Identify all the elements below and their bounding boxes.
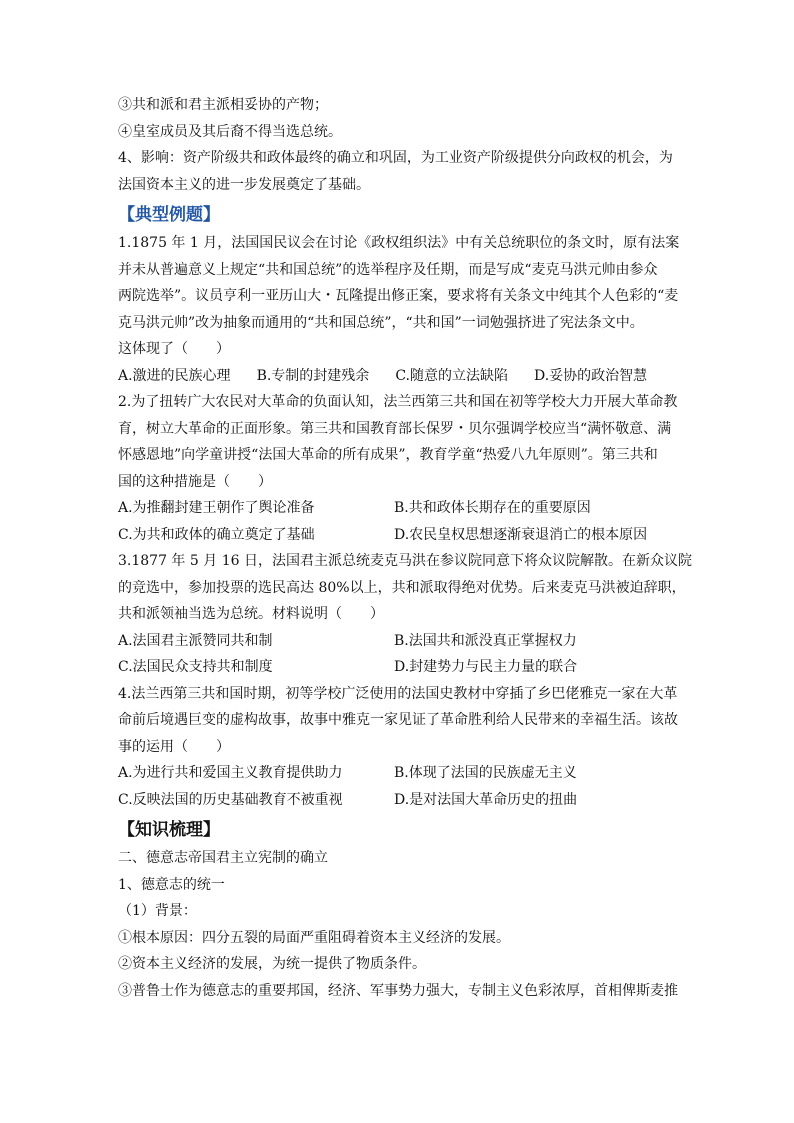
question-2-line: 怀感恩地”向学童讲授“法国大革命的所有成果”，教育学童“热爱八九年原则”。第三共和 [118,447,658,463]
option-b: B.专制的封建残余 [256,367,370,384]
option-d: D.是对法国大革命历史的扭曲 [394,791,578,808]
question-2-line: 国的这种措施是（ ） [118,473,272,490]
text-line: 二、德意志帝国君主立宪制的确立 [118,850,328,866]
option-c: C.为共和政体的确立奠定了基础 [118,526,315,543]
question-3-options-row-1 [118,628,678,655]
text-line: ②资本主义经济的发展，为统一提供了物质条件。 [118,956,426,972]
question-1-line: 两院选举”。议员亨利一亚历山大・瓦隆提出修正案，要求将有关条文中纯其个人色彩的“麦 [118,288,679,304]
option-c: C.随意的立法缺陷 [395,367,508,384]
section-title-knowledge: 【知识梳理】 [118,820,220,840]
text-line: ③共和派和君主派相妥协的产物； [118,97,328,113]
question-4-line: 命前后境遇巨变的虚构故事，故事中雅克一家见证了革命胜利给人民带来的幸福生活。该故 [118,712,678,728]
option-a: A.为推翻封建王朝作了舆论准备 [118,500,315,516]
question-1-line: 克马洪元帅”改为抽象而通用的“共和国总统”，“共和国”一词勉强挤进了宪法条文中。 [118,314,644,331]
question-2-options-row-2 [118,522,678,549]
question-2-options-row-1 [118,495,678,522]
question-4-line: 事的运用（ ） [118,738,230,755]
text-line: ④皇室成员及其后裔不得当选总统。 [118,123,342,140]
text-line: 4、影响：资产阶级共和政体最终的确立和巩固，为工业资产阶级提供分向政权的机会，为 [118,150,673,166]
question-4-options-row-2 [118,787,678,814]
text-line: 1、德意志的统一 [118,876,225,893]
option-c: C.法国民众支持共和制度 [118,659,273,675]
question-1-options [118,363,678,390]
question-2-line: 2.为了扭转广大农民对大革命的负面认知，法兰西第三共和国在初等学校大力开展大革命教 [118,394,678,410]
section-title-examples: 【典型例题】 [118,205,220,225]
question-4-options-row-1 [118,760,678,787]
text-line: ③普鲁士作为德意志的重要邦国，经济、军事势力强大，专制主义色彩浓厚，首相俾斯麦推 [118,982,678,999]
question-2-line: 育，树立大革命的正面形象。第三共和国教育部长保罗・贝尔强调学校应当“满怀敬意、满 [118,420,672,437]
option-b: B.法国共和派没真正掌握权力 [394,632,577,649]
option-b: B.共和政体长期存在的重要原因 [394,500,591,516]
option-a: A.为进行共和爱国主义教育提供助力 [118,765,343,781]
question-3-line: 的竞选中，参加投票的选民高达 80%以上，共和派取得绝对优势。后来麦克马洪被迫辞职， [118,579,686,596]
text-line: （1）背景： [118,903,197,919]
text-line: 法国资本主义的进一步发展奠定了基础。 [118,176,370,193]
option-a: A.激进的民族心理 [118,367,231,384]
text-line: ①根本原因：四分五裂的局面严重阻碍着资本主义经济的发展。 [118,929,510,946]
question-1-line: 这体现了（ ） [118,341,230,357]
option-c: C.反映法国的历史基础教育不被重视 [118,791,343,808]
question-1-line: 1.1875 年 1 月，法国国民议会在讨论《政权组织法》中有关总统职位的条文时，原有法案 [118,235,680,251]
option-a: A.法国君主派赞同共和制 [118,632,273,649]
question-4-line: 4.法兰西第三共和国时期，初等学校广泛使用的法国史教材中穿插了乡巴佬雅克一家在大革 [118,685,678,702]
option-d: D.封建势力与民主力量的联合 [394,659,578,675]
question-3-line: 共和派领袖当选为总统。材料说明（ ） [118,606,384,622]
question-3-line: 3.1877 年 5 月 16 日，法国君主派总统麦克马洪在参议院同意下将众议院解散。在新众议院 [118,553,692,569]
question-3-options-row-2 [118,654,678,681]
question-1-line: 并未从普遍意义上规定“共和国总统”的选举程序及任期，而是写成“麦克马洪元帅由参众 [118,261,658,278]
document-page [118,92,692,1004]
option-d: D.农民皇权思想逐渐衰退消亡的根本原因 [394,526,648,543]
option-d: D.妥协的政治智慧 [533,367,648,384]
option-b: B.体现了法国的民族虚无主义 [394,765,577,781]
